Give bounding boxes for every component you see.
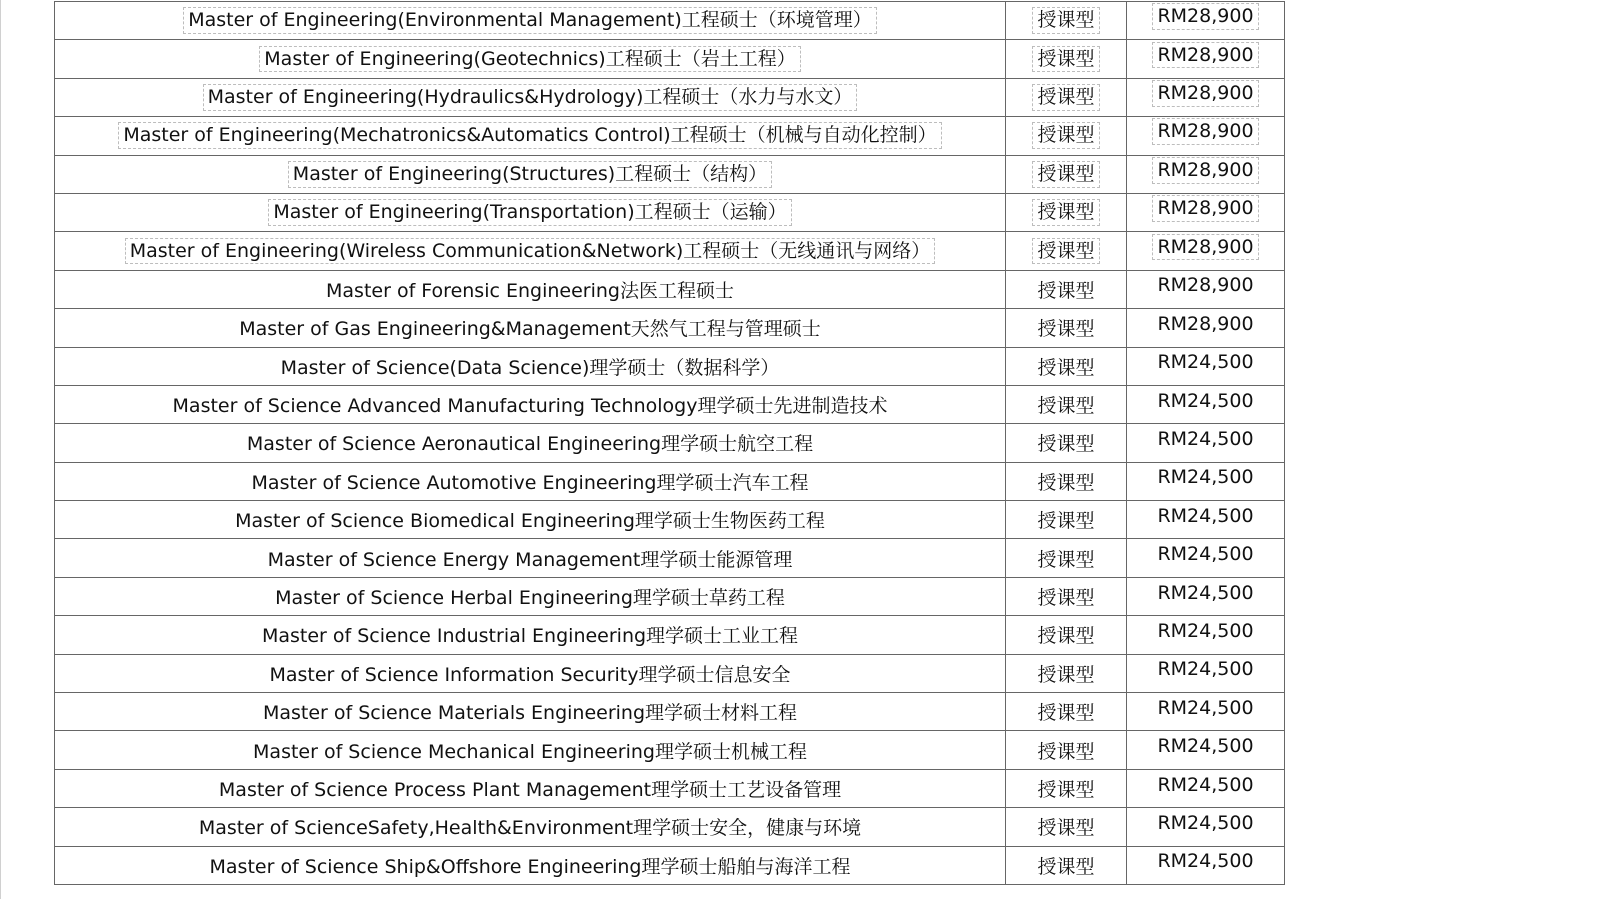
program-name-cell	[55, 155, 1006, 193]
table-row	[55, 808, 1285, 846]
program-name-cell	[55, 539, 1006, 577]
table-row	[55, 616, 1285, 654]
tuition-fee-cell	[1127, 424, 1285, 462]
program-name: Master of Engineering(Wireless Communication&Network)工程硕士（无线通讯与网络）	[125, 238, 936, 265]
program-name: Master of Science Ship&Offshore Engineering理学硕士船舶与海洋工程	[209, 855, 851, 878]
tuition-fee: RM24,500	[1157, 504, 1254, 527]
program-name: Master of Science Materials Engineering理学硕士材料工程	[262, 702, 798, 725]
program-name: Master of Science Industrial Engineering理学硕士工业工程	[261, 625, 799, 648]
table-row	[55, 347, 1285, 385]
program-type: 授课型	[1037, 779, 1095, 801]
tuition-fee: RM24,500	[1157, 811, 1254, 834]
program-name: Master of Science(Data Science)理学硕士（数据科学）	[280, 356, 780, 379]
tuition-fee-cell	[1127, 616, 1285, 654]
tuition-fee: RM24,500	[1157, 735, 1254, 758]
tuition-fee: RM28,900	[1152, 118, 1258, 145]
table-row	[55, 78, 1285, 116]
program-type-cell	[1006, 193, 1127, 231]
program-name: Master of Science Aeronautical Engineering理学硕士航空工程	[246, 433, 814, 456]
table-row	[55, 731, 1285, 769]
table-row	[55, 385, 1285, 423]
program-name-cell	[55, 616, 1006, 654]
tuition-fee-cell	[1127, 193, 1285, 231]
program-name: Master of Engineering(Mechatronics&Automatics Control)工程硕士（机械与自动化控制）	[118, 122, 941, 149]
tuition-fee-cell	[1127, 232, 1285, 270]
tuition-fee: RM24,500	[1157, 696, 1254, 719]
program-type-cell	[1006, 462, 1127, 500]
program-name-cell	[55, 693, 1006, 731]
tuition-fee-cell	[1127, 577, 1285, 615]
program-type-cell	[1006, 731, 1127, 769]
table-row	[55, 40, 1285, 78]
program-type: 授课型	[1037, 587, 1095, 610]
program-name: Master of Engineering(Geotechnics)工程硕士（岩土工程）	[259, 46, 800, 73]
program-name: Master of Science Process Plant Management理学硕士工艺设备管理	[218, 779, 842, 801]
tuition-fee: RM24,500	[1157, 850, 1254, 873]
program-type-cell	[1006, 2, 1127, 40]
tuition-fee: RM24,500	[1157, 389, 1254, 412]
tuition-fee-cell	[1127, 731, 1285, 769]
program-type: 授课型	[1032, 84, 1099, 111]
tuition-fee: RM28,900	[1152, 157, 1258, 184]
program-type: 授课型	[1037, 433, 1095, 456]
program-type: 授课型	[1037, 395, 1095, 418]
table-row	[55, 2, 1285, 40]
program-name-cell	[55, 40, 1006, 78]
tuition-fee-cell	[1127, 347, 1285, 385]
program-name: Master of Science Mechanical Engineering理学硕士机械工程	[253, 740, 807, 763]
program-type-cell	[1006, 385, 1127, 423]
tuition-fee-cell	[1127, 846, 1285, 884]
program-type: 授课型	[1037, 625, 1095, 648]
table-row	[55, 693, 1285, 731]
program-type: 授课型	[1032, 161, 1099, 188]
program-type-cell	[1006, 616, 1127, 654]
program-type-cell	[1006, 232, 1127, 270]
table-row	[55, 232, 1285, 270]
program-type-cell	[1006, 424, 1127, 462]
table-row	[55, 577, 1285, 615]
program-type: 授课型	[1037, 702, 1095, 725]
tuition-fee-cell	[1127, 539, 1285, 577]
tuition-fee-cell	[1127, 769, 1285, 807]
table-row	[55, 846, 1285, 884]
program-type-cell	[1006, 539, 1127, 577]
program-name: Master of Engineering(Hydraulics&Hydrology)工程硕士（水力与水文）	[203, 84, 858, 111]
table-row	[55, 539, 1285, 577]
program-type-cell	[1006, 117, 1127, 155]
tuition-fee: RM24,500	[1157, 427, 1254, 450]
tuition-fee-cell	[1127, 808, 1285, 846]
program-name-cell	[55, 117, 1006, 155]
program-type-cell	[1006, 769, 1127, 807]
program-name: Master of Engineering(Transportation)工程硕士（运输）	[268, 199, 791, 226]
program-name: Master of Engineering(Environmental Management)工程硕士（环境管理）	[183, 7, 877, 34]
table-row	[55, 193, 1285, 231]
program-name: Master of Gas Engineering&Management天然气工程与管理硕士	[239, 318, 821, 341]
tuition-fee-cell	[1127, 385, 1285, 423]
program-name: Master of Science Biomedical Engineering理学硕士生物医药工程	[235, 510, 825, 533]
tuition-fee: RM28,900	[1152, 80, 1258, 107]
tuition-fee-cell	[1127, 693, 1285, 731]
tuition-fee: RM24,500	[1157, 581, 1254, 604]
table-row	[55, 117, 1285, 155]
program-fee-table	[54, 1, 1285, 885]
program-type-cell	[1006, 347, 1127, 385]
program-name: Master of Science Energy Management理学硕士能源管理	[267, 548, 793, 571]
table-row	[55, 270, 1285, 308]
tuition-fee-cell	[1127, 155, 1285, 193]
tuition-fee: RM28,900	[1152, 234, 1258, 261]
program-type: 授课型	[1037, 510, 1095, 533]
program-name-cell	[55, 270, 1006, 308]
program-name-cell	[55, 654, 1006, 692]
program-type: 授课型	[1037, 548, 1095, 571]
program-name-cell	[55, 462, 1006, 500]
tuition-fee: RM24,500	[1157, 466, 1254, 489]
program-type: 授课型	[1037, 356, 1095, 379]
program-name-cell	[55, 808, 1006, 846]
program-type-cell	[1006, 501, 1127, 539]
program-type: 授课型	[1037, 279, 1095, 302]
program-name-cell	[55, 78, 1006, 116]
program-name-cell	[55, 385, 1006, 423]
tuition-fee: RM24,500	[1157, 351, 1254, 374]
table-row	[55, 462, 1285, 500]
program-name-cell	[55, 731, 1006, 769]
tuition-fee: RM24,500	[1157, 543, 1254, 566]
program-name: Master of Forensic Engineering法医工程硕士	[326, 279, 734, 302]
program-rows	[55, 2, 1285, 885]
program-type: 授课型	[1037, 855, 1095, 878]
tuition-fee-cell	[1127, 270, 1285, 308]
program-type-cell	[1006, 654, 1127, 692]
tuition-fee-cell	[1127, 40, 1285, 78]
tuition-fee-cell	[1127, 501, 1285, 539]
table-row	[55, 424, 1285, 462]
program-name-cell	[55, 424, 1006, 462]
tuition-fee: RM28,900	[1152, 42, 1258, 69]
table-row	[55, 309, 1285, 347]
program-name-cell	[55, 232, 1006, 270]
program-name: Master of Science Herbal Engineering理学硕士草药工程	[275, 587, 785, 610]
tuition-fee: RM28,900	[1152, 3, 1258, 30]
table-row	[55, 501, 1285, 539]
program-name-cell	[55, 846, 1006, 884]
program-name-cell	[55, 309, 1006, 347]
program-type: 授课型	[1032, 122, 1099, 149]
program-type: 授课型	[1037, 471, 1095, 494]
tuition-fee-cell	[1127, 2, 1285, 40]
program-type-cell	[1006, 155, 1127, 193]
program-type: 授课型	[1037, 663, 1095, 686]
program-type-cell	[1006, 40, 1127, 78]
table-row	[55, 155, 1285, 193]
page-left-border	[0, 0, 1, 899]
program-name-cell	[55, 2, 1006, 40]
program-type: 授课型	[1032, 7, 1099, 34]
program-type: 授课型	[1032, 199, 1099, 226]
tuition-fee-cell	[1127, 654, 1285, 692]
tuition-fee-cell	[1127, 78, 1285, 116]
tuition-fee-cell	[1127, 309, 1285, 347]
program-type: 授课型	[1032, 46, 1099, 73]
program-type: 授课型	[1037, 817, 1095, 840]
program-name: Master of Science Automotive Engineering理学硕士汽车工程	[251, 471, 809, 494]
program-name-cell	[55, 501, 1006, 539]
program-type: 授课型	[1037, 740, 1095, 763]
program-type-cell	[1006, 309, 1127, 347]
program-name: Master of ScienceSafety,Health&Environment理学硕士安全，健康与环境	[198, 817, 862, 840]
tuition-fee: RM28,900	[1157, 312, 1254, 335]
program-name-cell	[55, 347, 1006, 385]
tuition-fee: RM24,500	[1157, 619, 1254, 642]
tuition-fee: RM24,500	[1157, 658, 1254, 681]
table-row	[55, 654, 1285, 692]
program-type-cell	[1006, 846, 1127, 884]
program-type-cell	[1006, 78, 1127, 116]
program-name-cell	[55, 193, 1006, 231]
tuition-fee: RM28,900	[1157, 274, 1254, 297]
program-name: Master of Science Information Security理学硕士信息安全	[269, 663, 791, 686]
table-row	[55, 769, 1285, 807]
tuition-fee-cell	[1127, 462, 1285, 500]
program-name-cell	[55, 577, 1006, 615]
tuition-fee: RM28,900	[1152, 195, 1258, 222]
tuition-fee-cell	[1127, 117, 1285, 155]
program-type: 授课型	[1032, 238, 1099, 265]
program-type-cell	[1006, 693, 1127, 731]
program-type-cell	[1006, 577, 1127, 615]
program-type-cell	[1006, 270, 1127, 308]
program-type-cell	[1006, 808, 1127, 846]
program-name-cell	[55, 769, 1006, 807]
program-name: Master of Engineering(Structures)工程硕士（结构）	[288, 161, 772, 188]
program-type: 授课型	[1037, 318, 1095, 341]
tuition-fee: RM24,500	[1157, 773, 1254, 796]
program-name: Master of Science Advanced Manufacturing Technology理学硕士先进制造技术	[172, 395, 888, 418]
